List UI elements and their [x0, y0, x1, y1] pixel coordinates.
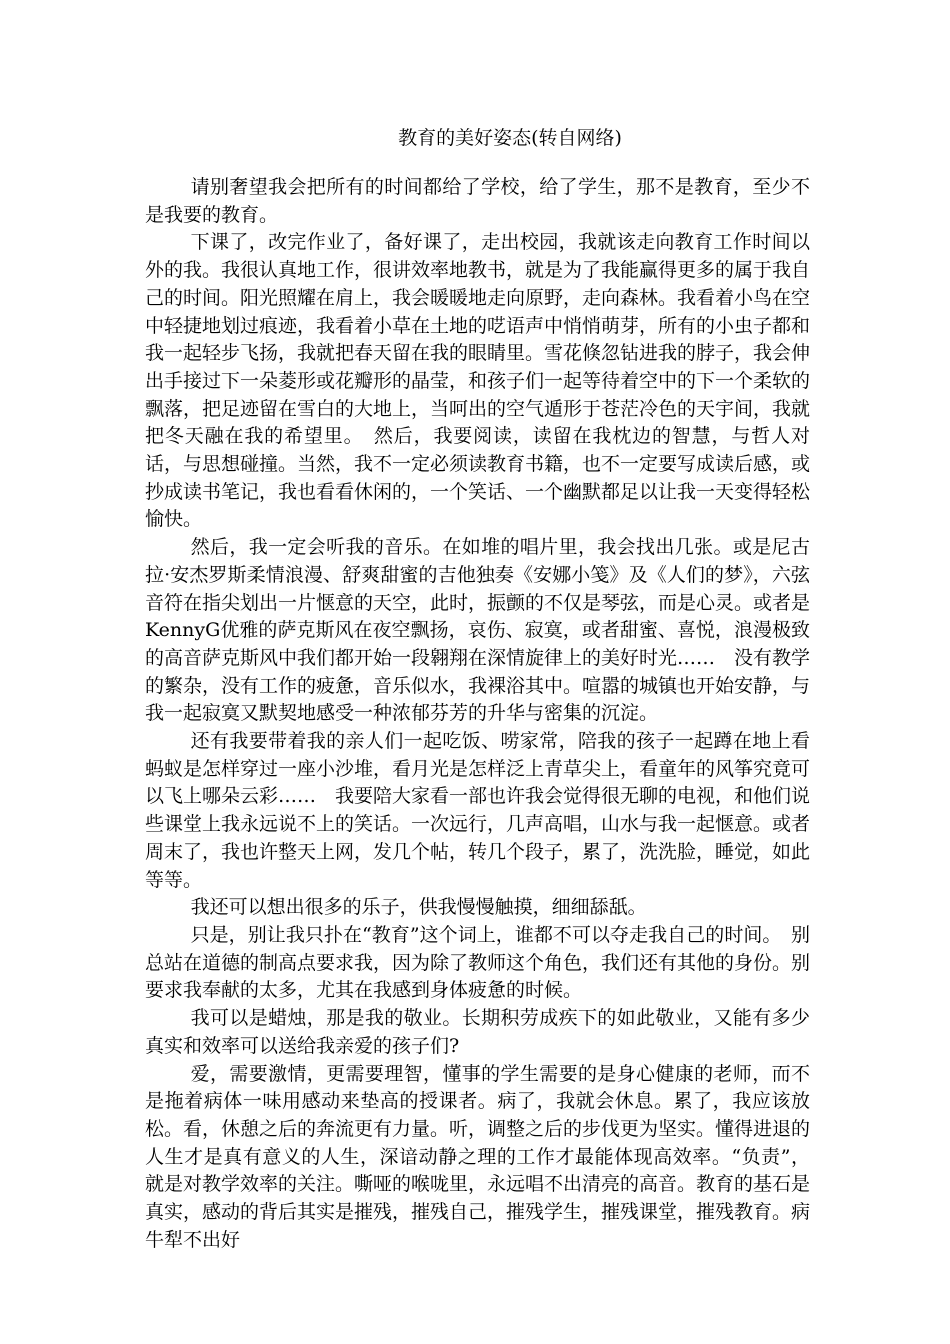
paragraph: 还有我要带着我的亲人们一起吃饭、唠家常，陪我的孩子一起蹲在地上看蚂蚁是怎样穿过一座小沙堆，看月光是怎样泛上青草尖上，看童年的风筝究竟可以飞上哪朵云彩…… 我要陪大家看一部也许我会觉得很无聊的电视，和他们说些课堂上我永远说不上的笑话。一次远行，几声高唱，山水与我一起惬意。或者周末了，我也许整天上网，发几个帖，转几个段子，累了，洗洗脸，睡觉，如此等等。 [145, 730, 811, 891]
paragraph: 下课了，改完作业了，备好课了，走出校园，我就该走向教育工作时间以外的我。我很认真地工作，很讲效率地教书，就是为了我能赢得更多的属于我自己的时间。阳光照耀在肩上，我会暖暖地走向原野，走向森林。我看着小鸟在空中轻捷地划过痕迹，我看着小草在土地的呓语声中悄悄萌芽，所有的小虫子都和我一起轻步飞扬，我就把春天留在我的眼睛里。雪花倏忽钻进我的脖子，我会伸出手接过下一朵菱形或花瓣形的晶莹，和孩子们一起等待着空中的下一个柔软的飘落，把足迹留在雪白的大地上，当呵出的空气遁形于苍茫冷色的天宇间，我就把冬天融在我的希望里。 然后，我要阅读，读留在我枕边的智慧，与哲人对话，与思想碰撞。当然，我不一定必须读教育书籍，也不一定要写成读后感，或抄成读书笔记，我也看看休闲的，一个笑话、一个幽默都足以让我一天变得轻松愉快。 [145, 231, 811, 531]
paragraph: 我还可以想出很多的乐子，供我慢慢触摸，细细舔舐。 [190, 896, 647, 919]
paragraph: 爱，需要激情，更需要理智，懂事的学生需要的是身心健康的老师，而不是拖着病体一味用感动来垫高的授课者。病了，我就会休息。累了，我应该放松。看，休憩之后的奔流更有力量。听，调整之后的步伐更为坚实。懂得进退的人生才是真有意义的人生，深谙动静之理的工作才最能体现高效率。“负责”，就是对教学效率的关注。嘶哑的喉咙里，永远唱不出清亮的高音。教育的基石是真实，感动的背后其实是摧残，摧残自己，摧残学生，摧残课堂，摧残教育。病牛犁不出好 [145, 1062, 811, 1251]
paragraph: 我可以是蜡烛，那是我的敬业。长期积劳成疾下的如此敬业，又能有多少真实和效率可以送给我亲爱的孩子们? [145, 1007, 810, 1057]
document-title: 教育的美好姿态(转自网络) [398, 127, 622, 149]
paragraph: 只是，别让我只扑在“教育”这个词上，谁都不可以夺走我自己的时间。 别总站在道德的制高点要求我，因为除了教师这个角色，我们还有其他的身份。别要求我奉献的太多，尤其在我感到身体疲惫的时候。 [145, 923, 811, 1002]
document-body [145, 174, 810, 1254]
paragraph: 请别奢望我会把所有的时间都给了学校，给了学生，那不是教育，至少不是我要的教育。 [145, 176, 810, 226]
paragraph: 然后，我一定会听我的音乐。在如堆的唱片里，我会找出几张。或是尼古拉·安杰罗斯柔情浪漫、舒爽甜蜜的吉他独奏《安娜小笺》及《人们的梦》，六弦音符在指尖划出一片惬意的天空，此时，振颤的不仅是琴弦，而是心灵。或者是KennyG优雅的萨克斯风在夜空飘扬，哀伤、寂寞，或者甜蜜、喜悦，浪漫极致的高音萨克斯风中我们都开始一段翱翔在深情旋律上的美好时光…… 没有教学的繁杂，没有工作的疲惫，音乐似水，我裸浴其中。喧嚣的城镇也开始安静，与我一起寂寞又默契地感受一种浓郁芬芳的升华与密集的沉淀。 [145, 536, 811, 725]
